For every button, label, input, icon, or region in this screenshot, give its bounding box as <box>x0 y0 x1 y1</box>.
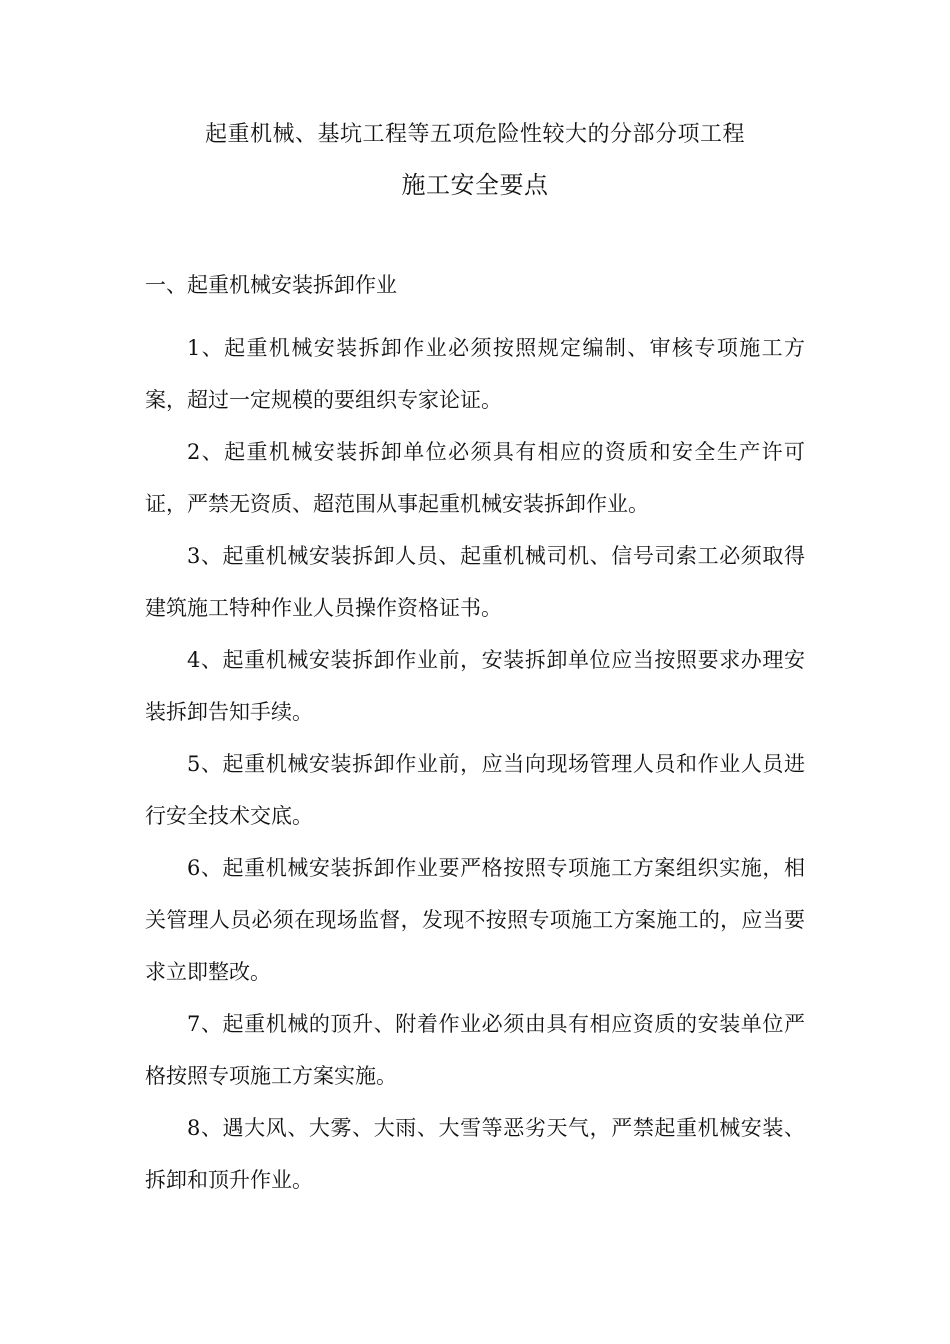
document-title-line2: 施工安全要点 <box>401 171 549 199</box>
paragraph-item-5: 5、起重机械安装拆卸作业前，应当向现场管理人员和作业人员进行安全技术交底。 <box>145 752 805 828</box>
paragraph-item-8: 8、遇大风、大雾、大雨、大雪等恶劣天气，严禁起重机械安装、拆卸和顶升作业。 <box>145 1116 805 1192</box>
paragraph-item-4: 4、起重机械安装拆卸作业前，安装拆卸单位应当按照要求办理安装拆卸告知手续。 <box>145 648 805 724</box>
paragraph-item-7: 7、起重机械的顶升、附着作业必须由具有相应资质的安装单位严格按照专项施工方案实施。 <box>145 1012 805 1088</box>
paragraph-item-2: 2、起重机械安装拆卸单位必须具有相应的资质和安全生产许可证，严禁无资质、超范围从事起重机械安装拆卸作业。 <box>145 440 805 516</box>
paragraph-item-6: 6、起重机械安装拆卸作业要严格按照专项施工方案组织实施，相关管理人员必须在现场监督，发现不按照专项施工方案施工的，应当要求立即整改。 <box>145 856 805 984</box>
paragraph-item-3: 3、起重机械安装拆卸人员、起重机械司机、信号司索工必须取得建筑施工特种作业人员操作资格证书。 <box>145 544 805 620</box>
paragraph-item-1: 1、起重机械安装拆卸作业必须按照规定编制、审核专项施工方案，超过一定规模的要组织专家论证。 <box>145 336 805 412</box>
section-heading: 一、起重机械安装拆卸作业 <box>145 273 397 297</box>
section-content <box>145 322 805 1206</box>
document-title-line1: 起重机械、基坑工程等五项危险性较大的分部分项工程 <box>204 122 745 147</box>
